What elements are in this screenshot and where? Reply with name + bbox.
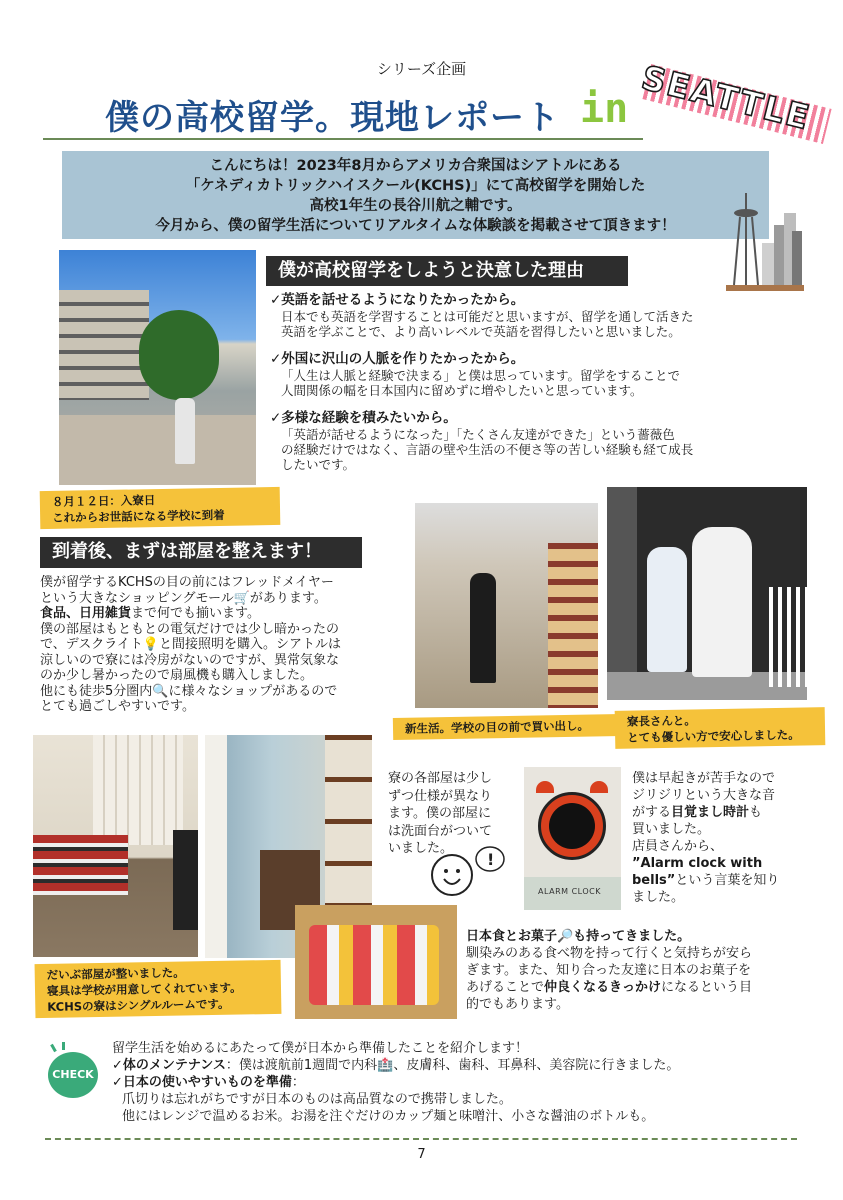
check-badge xyxy=(48,1046,102,1100)
text-line xyxy=(632,872,807,889)
shopping-caption: 新生活。学校の目の前で買い出し。 xyxy=(393,714,621,740)
intro-banner xyxy=(62,151,769,239)
student-figure xyxy=(175,398,195,464)
text-normal: がする xyxy=(632,805,672,820)
reasons-list xyxy=(270,292,810,472)
text-line: 留学生活を始めるにあたって僕が日本から準備したことを紹介します！ xyxy=(112,1041,529,1056)
snack-packages xyxy=(309,925,439,1005)
text-normal: という言葉を知り xyxy=(675,873,780,888)
caption-line: 寮長さんと。 xyxy=(626,713,696,729)
header-rule xyxy=(43,138,643,140)
reason-body: したいです。 xyxy=(281,457,356,472)
caption-line: だいぶ部屋が整いました。 xyxy=(46,965,185,982)
railing xyxy=(769,587,807,687)
title-city xyxy=(637,57,838,148)
text-normal: あげることで xyxy=(466,980,545,995)
intro-line: 今月から、僕の留学生活についてリアルタイムな体験談を掲載させて頂きます！ xyxy=(155,218,676,234)
svg-text:!: ! xyxy=(487,850,495,869)
text-line: という大きなショッピングモール🛒があります。 xyxy=(40,590,327,606)
page-number: 7 xyxy=(417,1147,426,1162)
text-line: 爪切りは忘れがちですが日本のものは高品質なので携帯しました。 xyxy=(122,1092,512,1107)
text-line: で、デスクライト💡と間接照明を購入。シアトルは xyxy=(40,637,342,652)
reason-body: 「英語が話せるようになった」「たくさん友達ができた」という薔薇色 xyxy=(281,427,675,442)
reason-title: ✓外国に沢山の人脈を作りたかったから。 xyxy=(270,351,525,367)
check-badge-label: CHECK xyxy=(52,1068,94,1081)
dorm-head-photo xyxy=(607,487,807,700)
clock-bell-left xyxy=(536,781,554,793)
check-badge-spark xyxy=(62,1042,65,1050)
text-line: 他にはレンジで温めるお米。お湯を注ぐだけのカップ麺と味噌汁、小さな醤油のボトルも。 xyxy=(122,1109,655,1124)
text-line: ジリジリという大きな音 xyxy=(632,788,776,803)
text-line: 馴染みのある食べ物を持って行くと気持ちが安ら xyxy=(466,946,753,961)
text-line: のか少し暑かったので扇風機も購入しました。 xyxy=(40,668,314,683)
footer-rule xyxy=(45,1138,797,1140)
text-line: ぎます。また、知り合った友達に日本のお菓子を xyxy=(466,963,751,978)
text-line: 寮の各部屋は少し xyxy=(388,771,493,786)
text-line xyxy=(112,1057,812,1074)
text-line: ずつ仕様が異なり xyxy=(388,788,493,804)
door xyxy=(205,735,227,958)
text-bold: 仲良くなるきっかけ xyxy=(544,980,662,995)
dorm-head-figure xyxy=(692,527,752,677)
page-title: 僕の高校留学。現地レポート xyxy=(105,98,560,138)
snacks-text xyxy=(466,928,811,1013)
clock-box-label: ALARM CLOCK xyxy=(538,887,601,896)
reason-body: の経験だけではなく、言語の壁や生活の不便さ等の苦しい経験も経て成長 xyxy=(281,442,694,457)
text-line xyxy=(40,606,415,622)
text-line: 買いました。 xyxy=(632,822,711,837)
school-arrival-photo xyxy=(59,250,256,485)
text-line: 店員さんから、 xyxy=(632,839,724,854)
text-normal: ： xyxy=(291,1075,305,1090)
text-line: いました。 xyxy=(388,841,454,856)
walkway xyxy=(59,415,256,485)
reason-item xyxy=(270,292,810,339)
reason-title: ✓英語を話せるようになりたかったから。 xyxy=(270,292,525,308)
caption-line: 寝具は学校が用意してくれています。 xyxy=(46,980,242,998)
shelves xyxy=(548,543,598,708)
text-bold: 目覚まし時計 xyxy=(671,805,750,820)
text-line: は洗面台がついて xyxy=(388,823,493,839)
alarm-text xyxy=(632,770,807,906)
title-city-text: SEATTLE xyxy=(637,57,815,138)
desk-chair xyxy=(173,830,198,930)
intro-line: こんにちは！2023年8月からアメリカ合衆国はシアトルにある xyxy=(209,158,622,174)
clock-bell-right xyxy=(590,781,608,793)
shopping-photo xyxy=(415,503,598,708)
space-needle-icon xyxy=(722,185,807,297)
text-line: 他にも徒歩5分圏内🔍に様々なショップがあるので xyxy=(40,683,338,699)
text-line xyxy=(112,1074,812,1091)
reasons-heading: 僕が高校留学をしようと決意した理由 xyxy=(266,256,628,286)
reason-title: ✓多様な経験を積みたいから。 xyxy=(270,410,457,426)
room-section-heading: 到着後、まずは部屋を整えます！ xyxy=(40,537,362,568)
text-bold: bells” xyxy=(632,873,676,888)
intro-line: 「ケネディカトリックハイスクール(KCHS)」にて高校留学を開始した xyxy=(185,178,646,194)
snacks-title: 日本食とお菓子🔎も持ってきました。 xyxy=(466,929,691,944)
caption-line: KCHSの寮はシングルルームです。 xyxy=(47,996,230,1014)
reason-item xyxy=(270,351,810,398)
text-line: 僕は早起きが苦手なので xyxy=(632,771,776,786)
clock-box xyxy=(524,877,621,910)
alarm-clock-photo xyxy=(524,767,621,910)
door-frame xyxy=(607,487,637,700)
caption-line: これからお世話になる学校に到着 xyxy=(52,507,225,525)
arrival-caption xyxy=(40,487,281,529)
text-normal: も xyxy=(749,805,763,820)
text-line: ”Alarm clock with xyxy=(632,856,763,871)
clock-body xyxy=(538,792,606,860)
bed xyxy=(33,835,128,895)
series-label: シリーズ企画 xyxy=(376,60,467,78)
room-section-text xyxy=(40,575,415,715)
intro-line: 高校1年生の長谷川航之輔です。 xyxy=(309,198,522,214)
snacks-photo xyxy=(295,905,457,1019)
caption-line: ８月１２日：入寮日 xyxy=(51,493,156,509)
reason-body: 「人生は人脈と経験で決まる」と僕は思っています。留学をすることで xyxy=(281,368,681,383)
text-line: 涼しいので寮には冷房がないのですが、異常気象な xyxy=(40,652,340,668)
bedroom-photo xyxy=(33,735,198,957)
text-line xyxy=(632,804,807,821)
text-line xyxy=(466,979,811,996)
text-normal: まで何でも揃います。 xyxy=(131,606,260,621)
room-caption xyxy=(35,960,282,1018)
text-normal: になるという目 xyxy=(661,980,753,995)
window-curtain xyxy=(93,735,183,845)
text-normal: ：僕は渡航前1週間で内科🏥、皮膚科、歯科、耳鼻科、美容院に行きました。 xyxy=(225,1058,680,1073)
text-bold: ✓体のメンテナンス xyxy=(112,1058,226,1073)
title-in: in xyxy=(580,86,629,132)
check-text xyxy=(112,1040,812,1125)
reason-body: 英語を学ぶことで、より高いレベルで英語を習得したいと思いました。 xyxy=(281,324,681,339)
dorm-head-caption xyxy=(615,707,826,749)
check-badge-spark xyxy=(50,1044,57,1052)
text-bold: 食品、日用雑貨 xyxy=(40,606,132,621)
reason-item xyxy=(270,410,810,472)
reason-body: 日本でも英語を学習することは可能だと思いますが、留学を通して活きた xyxy=(281,309,694,324)
text-line: 僕の部屋はもともとの電気だけでは少し暗かったの xyxy=(40,621,340,637)
clock-face xyxy=(549,803,595,849)
text-line: 僕が留学するKCHSの目の前にはフレッドメイヤー xyxy=(40,575,334,590)
text-line: ました。 xyxy=(632,890,685,905)
student-figure xyxy=(647,547,687,672)
text-bold: ✓日本の使いやすいものを準備 xyxy=(112,1075,292,1090)
text-line: ます。僕の部屋に xyxy=(388,806,491,821)
text-line: とても過ごしやすいです。 xyxy=(40,699,195,714)
tree xyxy=(139,310,219,400)
reason-body: 人間関係の幅を日本国内に留めずに増やしたいと思っています。 xyxy=(281,383,643,398)
shopper-figure xyxy=(470,573,496,683)
text-line: 的でもあります。 xyxy=(466,997,569,1012)
school-building xyxy=(59,290,149,400)
caption-line: とても優しい方で安心しました。 xyxy=(627,727,800,745)
doodle-face-icon xyxy=(428,845,510,900)
